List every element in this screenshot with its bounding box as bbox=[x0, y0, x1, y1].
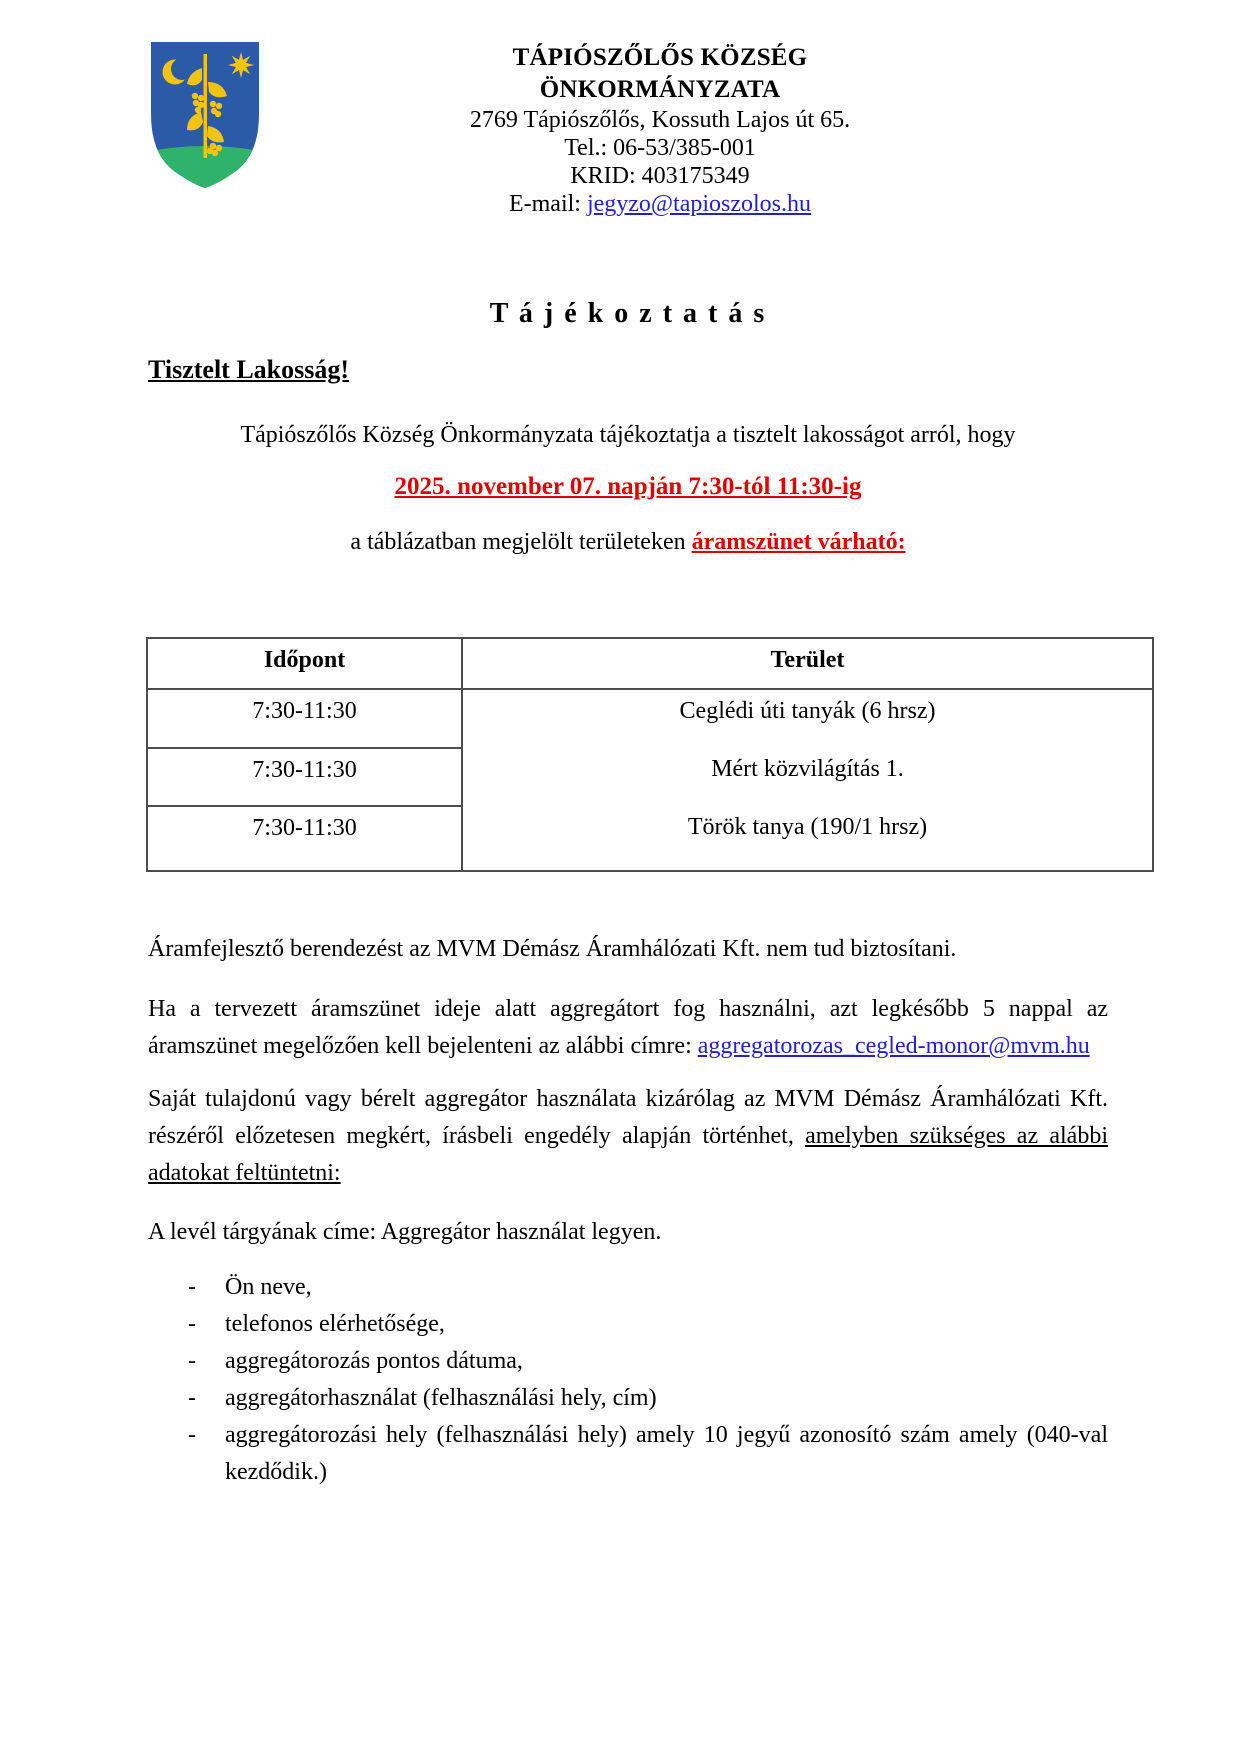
generator-notice-text: Ha a tervezett áramszünet ideje alatt aggregátort fog használni, azt legkésőbb 5 nappal az áramszünet megelőzően kell bejelenteni az alábbi címre: bbox=[148, 996, 1108, 1059]
dash-marker: - bbox=[188, 1422, 196, 1448]
intro-paragraph: Tápiószőlős Község Önkormányzata tájékoztatja a tisztelt lakosságot arról, hogy bbox=[240, 422, 1016, 448]
dash-marker: - bbox=[188, 1348, 196, 1374]
krid-line: KRID: 403175349 bbox=[570, 163, 750, 189]
cell-area: Mért közvilágítás 1. bbox=[711, 756, 904, 782]
table-row bbox=[147, 689, 1153, 748]
list-item: - aggregátorhasználat (felhasználási hely, cím) bbox=[148, 1380, 1108, 1417]
column-header-time: Időpont bbox=[147, 638, 462, 689]
cell-time: 7:30-11:30 bbox=[147, 806, 462, 871]
outage-areas-line bbox=[148, 525, 1108, 559]
cell-time: 7:30-11:30 bbox=[147, 689, 462, 748]
header-email-link[interactable]: jegyzo@tapioszolos.hu bbox=[586, 191, 812, 217]
aggregator-email-link[interactable]: aggregatorozas_cegled-monor@mvm.hu bbox=[697, 1033, 1090, 1059]
email-label: E-mail: bbox=[508, 191, 587, 217]
organization-name: TÁPIÓSZŐLŐS KÖZSÉG ÖNKORMÁNYZATA bbox=[512, 44, 808, 103]
list-item: - aggregátorozás pontos dátuma, bbox=[148, 1343, 1108, 1380]
permission-underlined-text: amelyben szükséges az alábbi adatokat feltüntetni: bbox=[148, 1123, 1108, 1186]
table-header-row bbox=[147, 638, 1153, 689]
list-item: - aggregátorozási hely (felhasználási hely) amely 10 jegyű azonosító szám amely (040-val kezdődik.) bbox=[148, 1417, 1108, 1491]
document-body bbox=[148, 297, 1108, 1491]
letterhead-text bbox=[390, 42, 930, 218]
email-line bbox=[390, 190, 930, 218]
page-title: T á j é k o z t a t á s bbox=[489, 298, 767, 329]
outage-table bbox=[146, 637, 1154, 872]
outage-date: 2025. november 07. napján 7:30-tól 11:30-ig bbox=[394, 473, 862, 500]
paragraph-generator-notice bbox=[148, 991, 1108, 1065]
cell-area: Török tanya (190/1 hrsz) bbox=[687, 814, 928, 840]
municipality-crest-icon bbox=[145, 38, 265, 190]
phone-line: Tel.: 06-53/385-001 bbox=[564, 135, 756, 161]
column-header-area: Terület bbox=[462, 638, 1153, 689]
cell-area: Ceglédi úti tanyák (6 hrsz) bbox=[679, 698, 936, 724]
paragraph-generator-unavailable: Áramfejlesztő berendezést az MVM Démász Áramhálózati Kft. nem tud biztosítani. bbox=[148, 936, 957, 962]
star-icon bbox=[228, 52, 254, 78]
permission-text: Saját tulajdonú vagy bérelt aggregátor használata kizárólag az MVM Démász Áramhálózati Kft. részéről előzetesen megkért, írásbeli engedély alapján történhet, bbox=[148, 1086, 1108, 1149]
table-row bbox=[147, 806, 1153, 871]
dash-marker: - bbox=[188, 1385, 196, 1411]
outage-highlight: áramszünet várható: bbox=[691, 529, 906, 555]
table-row bbox=[147, 748, 1153, 806]
paragraph-permission bbox=[148, 1081, 1108, 1192]
dash-marker: - bbox=[188, 1311, 196, 1337]
salutation: Tisztelt Lakosság! bbox=[148, 355, 350, 384]
dash-marker: - bbox=[188, 1274, 196, 1300]
list-item: - Ön neve, bbox=[148, 1269, 1108, 1306]
cell-time: 7:30-11:30 bbox=[147, 748, 462, 806]
list-item: - telefonos elérhetősége, bbox=[148, 1306, 1108, 1343]
paragraph-subject-line: A levél tárgyának címe: Aggregátor használat legyen. bbox=[148, 1219, 662, 1245]
letterhead bbox=[0, 0, 1240, 240]
address-line: 2769 Tápiószőlős, Kossuth Lajos út 65. bbox=[469, 107, 851, 133]
required-data-list bbox=[148, 1269, 1108, 1491]
outage-line-prefix: a táblázatban megjelölt területeken bbox=[350, 529, 692, 555]
